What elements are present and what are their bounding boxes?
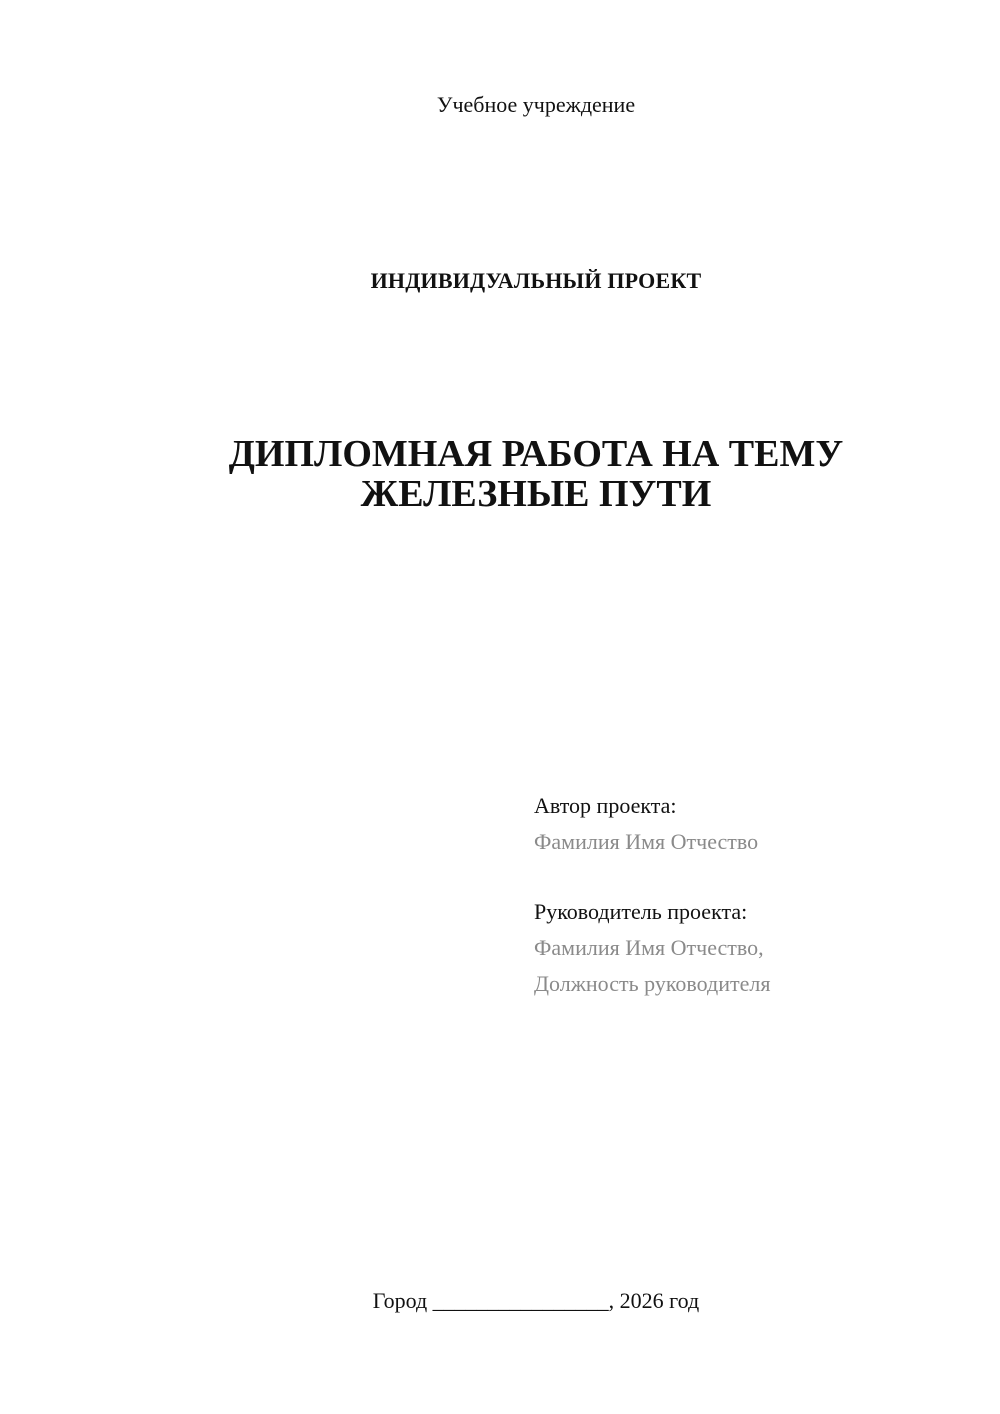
project-credits bbox=[534, 788, 770, 1002]
project-type: ИНДИВИДУАЛЬНЫЙ ПРОЕКТ bbox=[370, 268, 702, 293]
supervisor-label: Руководитель проекта: bbox=[534, 899, 748, 924]
supervisor-name: Фамилия Имя Отчество, bbox=[534, 935, 764, 960]
project-title-line-1: ДИПЛОМНАЯ РАБОТА НА ТЕМУ bbox=[228, 433, 844, 475]
project-title bbox=[0, 434, 1000, 514]
credits-spacer bbox=[534, 860, 770, 894]
city-year: Город ________________, 2026 год bbox=[372, 1288, 700, 1313]
project-title-line-2: ЖЕЛЕЗНЫЕ ПУТИ bbox=[360, 473, 712, 515]
author-name: Фамилия Имя Отчество bbox=[534, 829, 759, 854]
institution-name: Учебное учреждение bbox=[436, 92, 636, 117]
author-label: Автор проекта: bbox=[534, 793, 677, 818]
supervisor-position: Должность руководителя bbox=[534, 971, 771, 996]
